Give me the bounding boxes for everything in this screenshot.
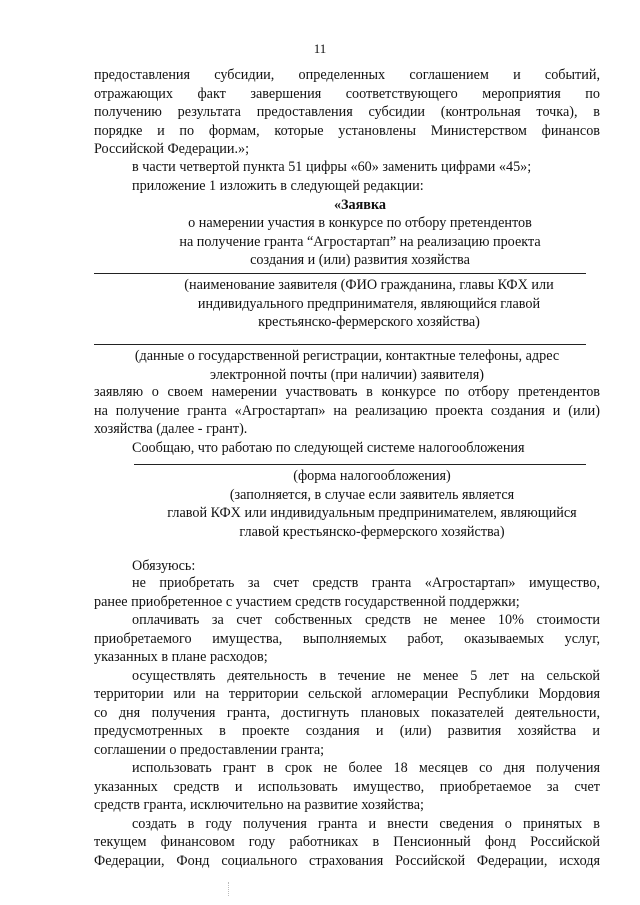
subtitle-line: на получение гранта “Агростартап” на реализацию проекта	[179, 233, 541, 250]
text-line: указанных в плане расходов;	[94, 649, 268, 665]
obligation-item	[94, 574, 600, 611]
tax-form-line	[134, 464, 586, 465]
subtitle-line: о намерении участия в конкурсе по отбору претендентов	[188, 215, 532, 231]
applicant-name-line	[94, 273, 586, 274]
text-line: текущем финансовом году работниках в Пенсионный фонд Российской	[94, 834, 600, 850]
text-line: получению результата предоставления субсидии (контрольная точка), в	[94, 104, 600, 120]
text-line: хозяйства (далее - грант).	[94, 421, 248, 437]
text-line: территории или на территории сельской агломерации Республики Мордовия	[94, 686, 600, 702]
registration-data-line	[94, 344, 586, 345]
text-line: порядке и по формам, которые установлены Министерством финансов	[94, 122, 600, 139]
applicant-caption	[94, 276, 600, 332]
intro-paragraph	[94, 66, 600, 159]
text-line: приобретаемого имущества, выполняемых работ, оказываемых услуг,	[94, 630, 600, 647]
caption-line: главой крестьянско-фермерского хозяйства)	[239, 523, 505, 540]
text-line: не приобретать за счет средств гранта «Агростартап» имущество,	[132, 575, 600, 591]
text-line: ранее приобретенное с участием средств государственной поддержки;	[94, 593, 520, 610]
text-line: указанных средств и использовать имущество, приобретаемое за счет	[94, 778, 600, 795]
caption-line: (наименование заявителя (ФИО гражданина, главы КФХ или	[184, 277, 554, 293]
text-line: Федерации, Фонд социального страхования Российской Федерации, исходя	[94, 852, 600, 869]
amendment-item: в части четвертой пункта 51 цифры «60» заменить цифрами «45»;	[132, 159, 532, 175]
caption-line: (заполняется, в случае если заявитель является	[229, 486, 515, 503]
tax-caption	[94, 467, 600, 541]
caption-line: (форма налогообложения)	[293, 468, 451, 484]
text-line: со дня получения гранта, достигнуть плановых показателей деятельности,	[94, 704, 600, 721]
obligation-item	[94, 759, 600, 815]
obligation-item	[94, 667, 600, 760]
subtitle-line: создания и (или) развития хозяйства	[250, 252, 470, 268]
amendment-item: приложение 1 изложить в следующей редакции:	[132, 177, 424, 194]
application-title: «Заявка	[333, 197, 387, 213]
text-line: оплачивать за счет собственных средств не менее 10% стоимости	[132, 612, 600, 628]
amendment-list	[94, 158, 600, 195]
text-line: заявляю о своем намерении участвовать в конкурсе по отбору претендентов	[94, 384, 600, 400]
scan-artifact	[228, 882, 235, 896]
caption-line: (данные о государственной регистрации, контактные телефоны, адрес	[134, 348, 560, 364]
application-subtitle	[94, 214, 600, 270]
text-line: создать в году получения гранта и внести сведения о принятых в	[132, 815, 600, 832]
registration-caption	[94, 347, 600, 384]
text-line: отражающих факт завершения соответствующего мероприятия по	[94, 85, 600, 102]
text-line: средств гранта, исключительно на развитие хозяйства;	[94, 797, 424, 813]
caption-line: крестьянско-фермерского хозяйства)	[258, 314, 480, 330]
text-line: соглашении о предоставлении гранта;	[94, 741, 325, 758]
obligation-item	[94, 611, 600, 667]
page-number: 11	[313, 41, 327, 56]
tax-system-statement: Сообщаю, что работаю по следующей системе налогообложения	[132, 440, 525, 456]
text-line: осуществлять деятельность в течение не менее 5 лет на сельской	[132, 667, 600, 684]
caption-line: электронной почты (при наличии) заявителя)	[209, 366, 484, 383]
declaration-paragraph	[94, 383, 600, 439]
obligation-item	[94, 815, 600, 871]
text-line: Российской Федерации.»;	[94, 141, 250, 157]
caption-line: индивидуального предпринимателя, являющийся главой	[197, 295, 541, 312]
obligations-list	[94, 574, 600, 870]
caption-line: главой КФХ или индивидуальным предпринимателем, являющийся	[167, 505, 577, 521]
text-line: на получение гранта «Агростартап» на реализацию проекта создания и (или)	[94, 402, 600, 419]
text-line: предусмотренных в проекте создания и (или) развития хозяйства и	[94, 723, 600, 739]
text-line: предоставления субсидии, определенных соглашением и событий,	[94, 67, 600, 83]
obligations-heading: Обязуюсь:	[132, 558, 196, 574]
text-line: использовать грант в срок не более 18 месяцев со дня получения	[132, 760, 600, 776]
